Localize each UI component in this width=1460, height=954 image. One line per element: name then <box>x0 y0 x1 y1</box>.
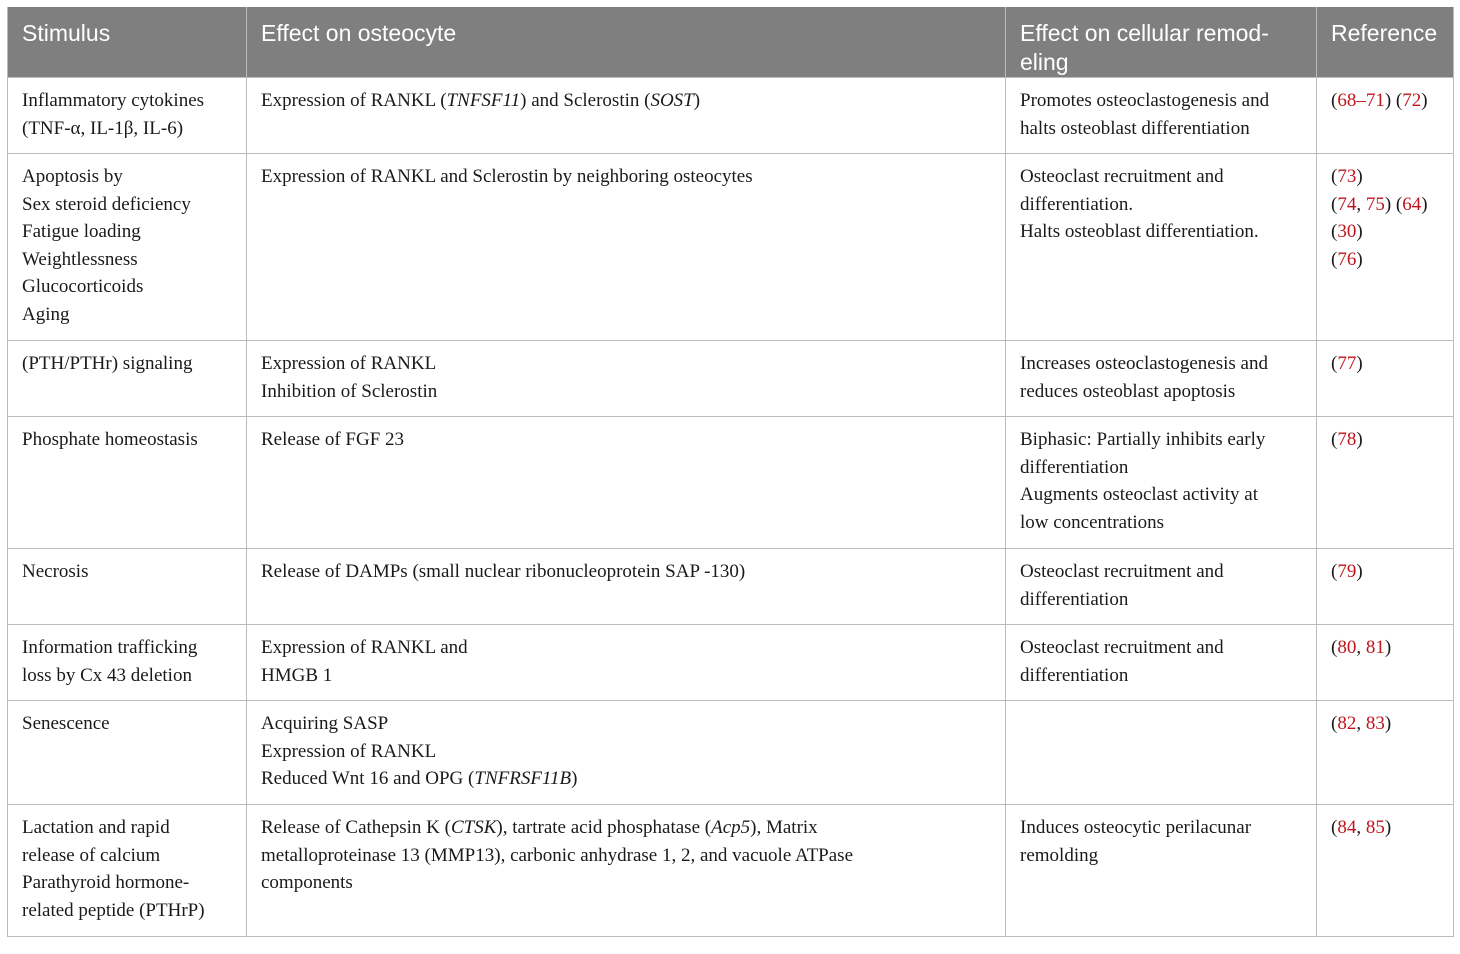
cell-line: Acquiring SASP <box>261 713 389 734</box>
cell-line: differentiation <box>1020 588 1129 610</box>
cell-reference <box>1317 341 1454 417</box>
cell-line: release of calcium <box>22 844 161 866</box>
cell-line: Release of FGF 23 <box>261 429 405 450</box>
cell-stimulus <box>8 805 247 937</box>
cell-remodeling <box>1006 154 1317 341</box>
cell-stimulus <box>8 549 247 625</box>
cell-line: reduces osteoblast apoptosis <box>1020 380 1236 402</box>
cell-line: Information trafficking <box>22 637 198 658</box>
table-row <box>8 341 1454 417</box>
cell-line: Aging <box>22 303 70 325</box>
cell-line: Biphasic: Partially inhibits early <box>1020 429 1266 450</box>
cell-reference <box>1317 805 1454 937</box>
cell-remodeling <box>1006 625 1317 701</box>
reference-link[interactable]: (82, 83) <box>1331 713 1392 734</box>
cell-line: Induces osteocytic perilacunar <box>1020 817 1252 838</box>
cell-line: Parathyroid hormone- <box>22 872 190 894</box>
cell-line: Inflammatory cytokines <box>22 90 205 111</box>
reference-link[interactable]: (68–71) (72) <box>1331 90 1428 111</box>
cell-osteocyte <box>247 417 1006 549</box>
header-effect-on-osteocyte: Effect on osteocyte <box>247 7 1006 78</box>
cell-line: Sex steroid deficiency <box>22 193 191 215</box>
cell-line: loss by Cx 43 deletion <box>22 664 192 686</box>
table-row <box>8 625 1454 701</box>
cell-line: Release of DAMPs (small nuclear ribonucleoprotein SAP -130) <box>261 561 746 582</box>
cell-osteocyte <box>247 78 1006 154</box>
table-row <box>8 78 1454 154</box>
reference-link[interactable]: (78) <box>1331 429 1363 450</box>
cell-remodeling <box>1006 701 1317 805</box>
cell-stimulus <box>8 701 247 805</box>
cell-remodeling <box>1006 341 1317 417</box>
table-row <box>8 701 1454 805</box>
cell-line: (TNF-α, IL-1β, IL-6) <box>22 117 184 139</box>
cell-stimulus <box>8 417 247 549</box>
cell-line: Osteoclast recruitment and <box>1020 637 1224 658</box>
table-row <box>8 154 1454 341</box>
cell-remodeling <box>1006 549 1317 625</box>
cell-line: Senescence <box>22 713 110 734</box>
cell-line: Increases osteoclastogenesis and <box>1020 353 1268 374</box>
cell-line: Fatigue loading <box>22 221 141 243</box>
table-row <box>8 549 1454 625</box>
cell-line: remolding <box>1020 844 1099 866</box>
cell-line: halts osteoblast differentiation <box>1020 117 1250 139</box>
cell-line: (PTH/PTHr) signaling <box>22 353 193 374</box>
reference-link[interactable]: (30) <box>1331 221 1363 243</box>
cell-reference <box>1317 701 1454 805</box>
header-remodeling-line: eling <box>1020 49 1069 75</box>
header-reference: Reference <box>1317 7 1454 78</box>
reference-link[interactable]: (80, 81) <box>1331 637 1392 658</box>
header-stimulus: Stimulus <box>8 7 247 78</box>
table-row <box>8 805 1454 937</box>
cell-line: Glucocorticoids <box>22 276 144 298</box>
cell-osteocyte <box>247 625 1006 701</box>
cell-line: Osteoclast recruitment and <box>1020 561 1224 582</box>
cell-line: related peptide (PTHrP) <box>22 899 205 921</box>
reference-link[interactable]: (77) <box>1331 353 1363 374</box>
cell-remodeling <box>1006 805 1317 937</box>
cell-line: low concentrations <box>1020 511 1165 533</box>
cell-reference <box>1317 78 1454 154</box>
reference-link[interactable]: (76) <box>1331 248 1363 270</box>
cell-line: Weightlessness <box>22 248 138 270</box>
cell-line: Osteoclast recruitment and <box>1020 166 1224 187</box>
header-remodeling-line: Effect on cellular remod- <box>1020 20 1269 46</box>
cell-line: Promotes osteoclastogenesis and <box>1020 90 1270 111</box>
cell-line: metalloproteinase 13 (MMP13), carbonic anhydrase 1, 2, and vacuole ATPase <box>261 844 854 866</box>
cell-line: Expression of RANKL and Sclerostin by neighboring osteocytes <box>261 166 753 187</box>
cell-osteocyte <box>247 549 1006 625</box>
cell-line: Expression of RANKL <box>261 740 437 762</box>
cell-osteocyte <box>247 341 1006 417</box>
cell-reference <box>1317 549 1454 625</box>
cell-line: Expression of RANKL and <box>261 637 468 658</box>
cell-line: Expression of RANKL (TNFSF11) and Sclerostin (SOST) <box>261 90 701 111</box>
reference-link[interactable]: (79) <box>1331 561 1363 582</box>
cell-line: Phosphate homeostasis <box>22 429 198 450</box>
cell-line: Augments osteoclast activity at <box>1020 484 1258 506</box>
cell-line: Lactation and rapid <box>22 817 170 838</box>
cell-stimulus <box>8 341 247 417</box>
table-row <box>8 417 1454 549</box>
cell-line: Reduced Wnt 16 and OPG (TNFRSF11B) <box>261 768 578 790</box>
cell-reference <box>1317 154 1454 341</box>
cell-osteocyte <box>247 154 1006 341</box>
cell-osteocyte <box>247 805 1006 937</box>
reference-link[interactable]: (84, 85) <box>1331 817 1392 838</box>
header-row <box>8 7 1454 78</box>
cell-remodeling <box>1006 78 1317 154</box>
cell-line: Apoptosis by <box>22 166 123 187</box>
cell-reference <box>1317 625 1454 701</box>
cell-line: Release of Cathepsin K (CTSK), tartrate acid phosphatase (Acp5), Matrix <box>261 817 818 838</box>
cell-line: Inhibition of Sclerostin <box>261 380 438 402</box>
data-table-container <box>7 7 1453 937</box>
cell-line: Halts osteoblast differentiation. <box>1020 221 1259 243</box>
cell-remodeling <box>1006 417 1317 549</box>
cell-osteocyte <box>247 701 1006 805</box>
reference-link[interactable]: (73) <box>1331 166 1363 187</box>
cell-reference <box>1317 417 1454 549</box>
cell-stimulus <box>8 154 247 341</box>
cell-line: HMGB 1 <box>261 664 333 686</box>
cell-line: components <box>261 872 353 894</box>
cell-line: differentiation <box>1020 664 1129 686</box>
osteocyte-stimulus-table <box>7 7 1454 937</box>
cell-stimulus <box>8 78 247 154</box>
cell-line: Expression of RANKL <box>261 353 437 374</box>
cell-line: Necrosis <box>22 561 89 582</box>
cell-stimulus <box>8 625 247 701</box>
cell-line: differentiation <box>1020 456 1129 478</box>
header-effect-on-remodeling <box>1006 7 1317 78</box>
cell-line: differentiation. <box>1020 193 1134 215</box>
reference-link[interactable]: (74, 75) (64) <box>1331 193 1428 215</box>
